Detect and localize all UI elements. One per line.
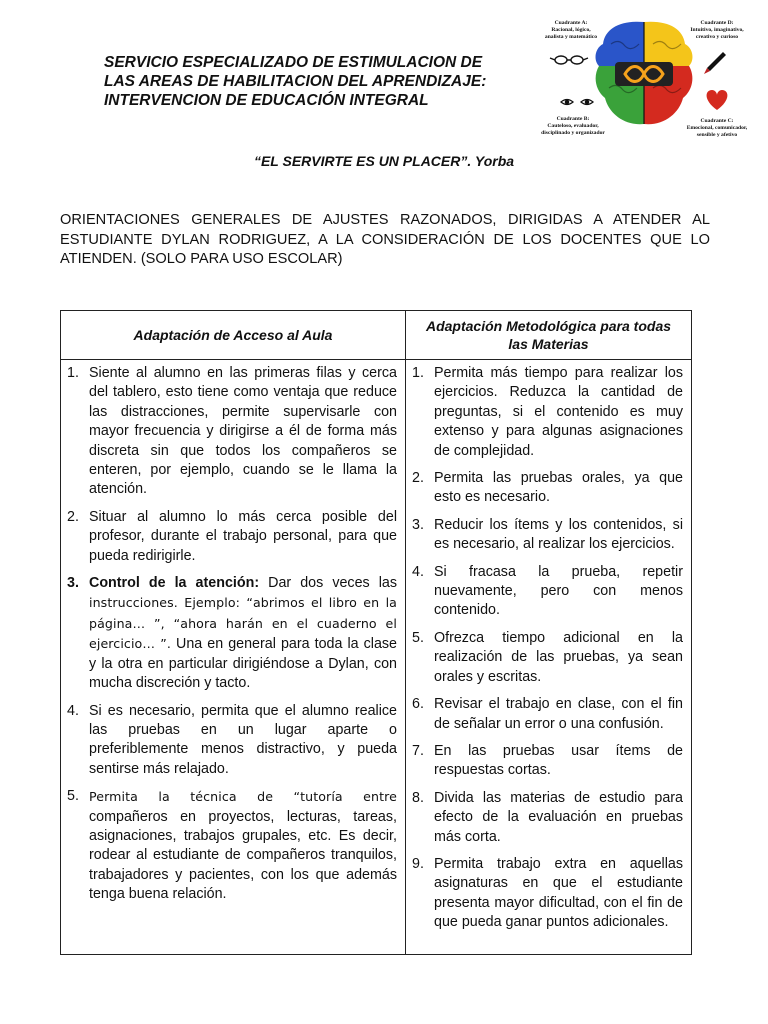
item-text: Revisar el trabajo en clase, con el fin de señalar un error o una confusión. xyxy=(434,696,683,732)
item-text-part: Una en general para toda la clase y la otra en particular dirigiéndose a Dylan, con mucha discreción y tacto. xyxy=(89,636,398,692)
quadrant-d-label-1: Cuadrante D: xyxy=(700,20,734,26)
list-item xyxy=(412,563,683,621)
item-text-part: Permita la técnica de “tutoría entre xyxy=(89,789,397,805)
list-item xyxy=(67,508,397,566)
item-number: 2. xyxy=(412,470,424,487)
list-item xyxy=(67,364,397,500)
pen-icon xyxy=(704,52,726,74)
item-text: En las pruebas usar ítems de respuestas cortas. xyxy=(434,742,683,779)
item-text-part: instrucciones. Ejemplo: “abrimos el libro en la página… ”, “ahora harán en el cuaderno el ejercicio… ”. xyxy=(89,595,397,652)
quadrant-a-label-2: Racional, lógico, xyxy=(551,27,591,33)
item-text: Reducir los ítems y los contenidos, si es necesario, al realizar los ejercicios. xyxy=(434,516,683,553)
item-text: Ofrezca tiempo adicional en la realización de las pruebas, ya sean orales y escritas. xyxy=(434,629,683,685)
item-bold-text: Control de la atención: xyxy=(89,575,260,592)
item-number: 3. xyxy=(412,516,424,533)
quadrant-c-label-2: Emocional, comunicador, xyxy=(686,125,747,131)
item-text: Permita más tiempo para realizar los ejercicios. Reduzca la cantidad de preguntas, si el contenido es muy extenso y para algunas asignaciones de complejidad. xyxy=(434,365,683,459)
methodological-adaptations-list xyxy=(412,364,683,933)
list-item xyxy=(67,574,397,693)
quadrant-d-label-2: Intuitivo, imaginativo, xyxy=(690,27,744,33)
item-text xyxy=(89,574,397,693)
title-line-1: SERVICIO ESPECIALIZADO DE ESTIMULACION DE xyxy=(104,54,483,71)
document-title xyxy=(104,53,524,110)
item-number: 1. xyxy=(412,365,424,381)
quadrant-a-label-1: Cuadrante A: xyxy=(554,20,588,26)
item-text-part: Dar dos veces las xyxy=(259,575,397,592)
access-adaptations-list xyxy=(67,364,397,905)
list-item xyxy=(412,789,683,847)
item-number: 3. xyxy=(67,575,79,592)
quadrant-c-label-1: Cuadrante C: xyxy=(700,118,734,124)
item-number: 9. xyxy=(412,855,424,872)
left-column-header: Adaptación de Acceso al Aula xyxy=(61,311,406,360)
quadrant-b-label-3: disciplinado y organizador xyxy=(541,130,605,136)
item-text: Si es necesario, permita que el alumno realice las pruebas en un lugar aparte o preferiblemente menos distractivo, y pueda sentirse más relajado. xyxy=(89,702,397,777)
right-column-header: Adaptación Metodológica para todas las Materias xyxy=(406,311,692,360)
left-column-cell xyxy=(61,360,406,955)
right-column-cell xyxy=(406,360,692,955)
item-text: Siente al alumno en las primeras filas y cerca del tablero, esto tiene como ventaja que reduce las distracciones, permite supervisarle con mayor frecuencia y dirigirse a él de forma más discreta sin que todos los compañeros se enteren, por ejemplo, cuando se le llama la atención. xyxy=(89,365,397,498)
item-number: 4. xyxy=(412,563,424,580)
item-number: 5. xyxy=(412,629,424,646)
table-header-row xyxy=(61,311,692,360)
item-text-part: compañeros en proyectos, lecturas, tareas, asignaciones, trabajos grupales, etc. Es decir, rodear al estudiante de compañeros tranquilos, trabajadores y pacientes, con los que además tenga buena relación. xyxy=(89,808,397,903)
title-line-2: LAS AREAS DE HABILITACION DEL APRENDIZAJE: xyxy=(104,73,487,90)
list-item xyxy=(67,787,397,904)
quadrant-c-label-3: sensible y afetivo xyxy=(696,132,738,138)
list-item xyxy=(412,469,683,508)
item-text: Divida las materias de estudio para efecto de la evaluación en pruebas más corta. xyxy=(434,789,683,845)
item-number: 1. xyxy=(67,365,79,381)
item-number: 7. xyxy=(412,742,424,759)
item-number: 5. xyxy=(67,788,79,805)
adaptations-table xyxy=(60,310,692,955)
title-line-3: INTERVENCION DE EDUCACIÓN INTEGRAL xyxy=(104,92,429,109)
eyes-icon xyxy=(561,100,593,105)
list-item xyxy=(412,695,683,734)
quadrant-b-label-1: Cuadrante B: xyxy=(556,116,590,122)
list-item xyxy=(412,629,683,687)
quadrant-a-label-3: analista y matemático xyxy=(544,34,598,40)
list-item xyxy=(67,702,397,780)
glasses-icon xyxy=(550,56,588,64)
list-item xyxy=(412,364,683,461)
motto xyxy=(0,153,768,169)
quadrant-d-label-3: creativo y curioso xyxy=(695,34,739,40)
list-item xyxy=(412,742,683,781)
item-text xyxy=(89,787,397,904)
list-item xyxy=(412,516,683,555)
list-item xyxy=(412,855,683,933)
item-text: Permita trabajo extra en aquellas asignaturas en que el estudiante presenta mayor dificultad, con el fin de que pueda ganar puntos adicionales. xyxy=(434,855,683,931)
item-text: Si fracasa la prueba, repetir nuevamente, pero con menos contenido. xyxy=(434,563,683,619)
item-number: 8. xyxy=(412,789,424,806)
table-body-row xyxy=(61,360,692,955)
brain-quadrants-logo xyxy=(541,14,747,148)
item-number: 2. xyxy=(67,508,79,525)
item-text: Permita las pruebas orales, ya que esto es necesario. xyxy=(434,470,683,506)
quadrant-b-label-2: Cauteloso, evaluador, xyxy=(547,123,599,129)
motto-text: “EL SERVIRTE ES UN PLACER”. Yorba xyxy=(253,153,515,169)
intro-paragraph: ORIENTACIONES GENERALES DE AJUSTES RAZONADOS, DIRIGIDAS A ATENDER AL ESTUDIANTE DYLAN RODRIGUEZ, A LA CONSIDERACIÓN DE LOS DOCENTES QUE LO ATIENDEN. (SOLO PARA USO ESCOLAR) xyxy=(60,212,710,267)
heart-icon xyxy=(707,90,728,110)
item-number: 4. xyxy=(67,702,79,719)
brain-icon xyxy=(596,22,693,125)
item-text: Situar al alumno lo más cerca posible del profesor, durante el trabajo personal, para que pueda redirigirle. xyxy=(89,508,397,564)
item-number: 6. xyxy=(412,696,424,713)
